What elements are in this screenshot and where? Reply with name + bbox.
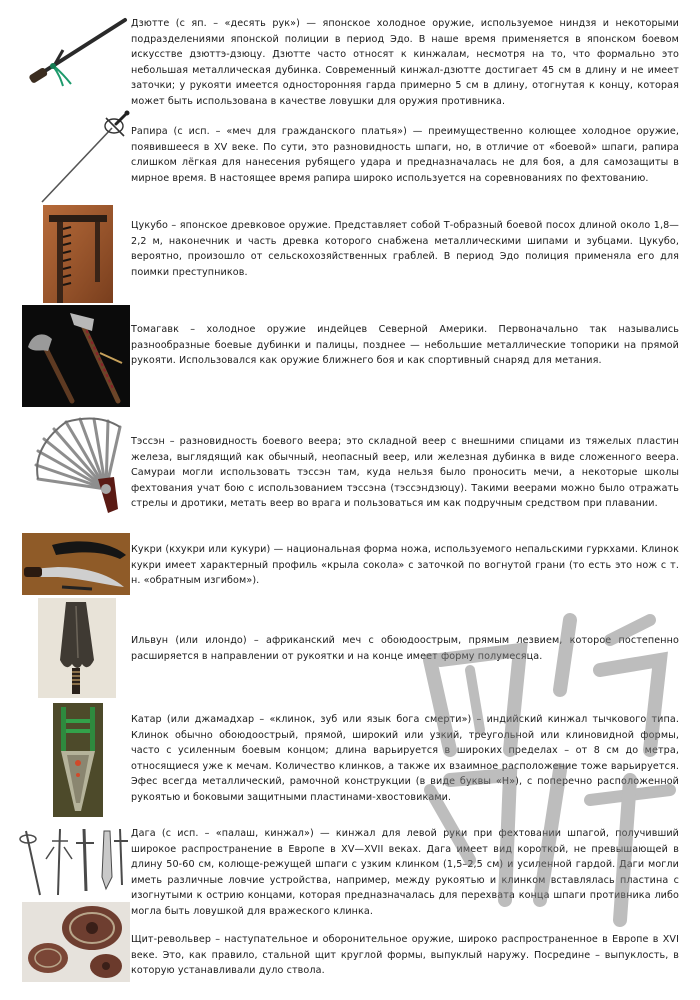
entry-tsukubo-text: Цукубо – японское древковое оружие. Представляет собой Т-образный боевой посох длиной около 1,8—2,2 м, наконечник и часть древка которого снабжена металлическими шипами и зубцами. Цукубо, вероятно, произошло от сельскохозяйственных граблей. В период Эдо полиция применяла его для поимки преступников. bbox=[131, 220, 679, 278]
daga-image bbox=[18, 825, 130, 900]
jutte-image bbox=[25, 14, 130, 89]
entry-ilwoon-text: Ильвун (или илондо) – африканский меч с обоюдоострым, прямым лезвием, которое постепенно расширяется в направлении от рукоятки и на конце имеет форму полумесяца. bbox=[131, 635, 679, 662]
tomahawk-image bbox=[22, 305, 130, 407]
entry-kukri-text: Кукри (кхукри или кукури) — национальная форма ножа, используемого непальскими гуркхами. Клинок кукри имеет характерный профиль «крыла сокола» с заточкой по вогнутой грани (то есть это нож с т. н. «обратным изгибом»). bbox=[131, 544, 679, 586]
entry-daga-text: Дага (с исп. – «палаш, кинжал») — кинжал для левой руки при фехтовании шпагой, получивший широкое распространение в Европе в XV—XVII веках. Дага имеет вид короткой, не превышающей в длину 50-60 см, колюще-режущей шпаги с узким клинком (1,5–2,5 см) и усиленной гардой. Даги могли иметь различные ловчие устройства, например, между рукоятью и клинком вставлялась пластина с изогнутыми к острию концами, которая предназначалась для перехвата конца шпаги противника либо могла быть ловушкой для вражеского клинка. bbox=[131, 828, 679, 917]
entry-shield-revolver-text: Щит-револьвер – наступательное и оборонительное оружие, широко распространенное в Европе в XVI веке. Это, как правило, стальной щит круглой формы, выпуклый наружу. Посредине – выпуклость, в которую устанавливали дуло ствола. bbox=[131, 934, 679, 976]
entry-rapier-text: Рапира (с исп. – «меч для гражданского платья») — преимущественно колющее холодное оружие, появившееся в XV веке. По сути, это разновидность шпаги, но, в отличие от «боевой» шпаги, рапира слишком лёгкая для нанесения рубящего удара и предназначалась не для боя, а для самозащиты в мирное время. В настоящее время рапира широко используется на соревнованиях по фехтованию. bbox=[131, 126, 679, 184]
entry-tomahawk-text: Томагавк – холодное оружие индейцев Северной Америки. Первоначально так назывались разнообразные боевые дубинки и палицы, позднее — небольшие металлические топорики на прямой рукояти. Использовался как оружие ближнего боя и как спортивный снаряд для метания. bbox=[131, 324, 679, 366]
tessen-image bbox=[28, 417, 130, 515]
entry-katar-text: Катар (или джамадхар – «клинок, зуб или язык бога смерти») – индийский кинжал тычкового типа. Клинок обычно обоюдоострый, прямой, широкий или узкий, треугольной или клиновидной формы, часто с усиленным боевым концом; длина варьируется в широких пределах – от 8 см до метра, относящиеся уже к мечам. Количество клинков, а также их взаимное расположение тоже варьируется. Эфес всегда металлический, рамочной конструкции (в виде буквы «Н»), с поперечно расположенной рукоятью и боковыми защитными пластинами-хвостовиками. bbox=[131, 714, 679, 803]
katar-image bbox=[53, 703, 103, 817]
ilwoon-image bbox=[38, 598, 116, 698]
kukri-image bbox=[22, 533, 130, 595]
tsukubo-image bbox=[43, 205, 113, 303]
entry-jutte-text: Дзютте (с яп. – «десять рук») — японское холодное оружие, используемое ниндзя и некоторыми подразделениями японской полиции в период Эдо. В наше время применяется в японском боевом искусстве дзюттэ-дзюцу. Дзютте часто относят к кинжалам, несмотря на то, что формально это небольшая металлическая дубинка. Современный кинжал-дзютте достигает 45 см в длину и не имеет заточки; у рукояти имеется односторонняя гарда примерно 5 см в длину, отогнутая к концу, которая может быть использована в качестве ловушки для оружия противника. bbox=[131, 18, 679, 107]
entry-tessen-text: Тэссэн – разновидность боевого веера; это складной веер с внешними спицами из тяжелых пластин железа, выглядящий как обычный, неопасный веер, или железная дубинка в виде сложенного веера. Самураи могли использовать тэссэн там, куда нельзя было проносить мечи, а некоторые школы фехтования учат бою с использованием тэссэна (тэссэндзюцу). Такими веерами можно было отражать стрелы и дротики, метать веер во врага и пользоваться им как подручным средством при плавании. bbox=[131, 436, 679, 509]
shield-revolver-image bbox=[22, 902, 130, 982]
rapier-image bbox=[40, 110, 130, 205]
